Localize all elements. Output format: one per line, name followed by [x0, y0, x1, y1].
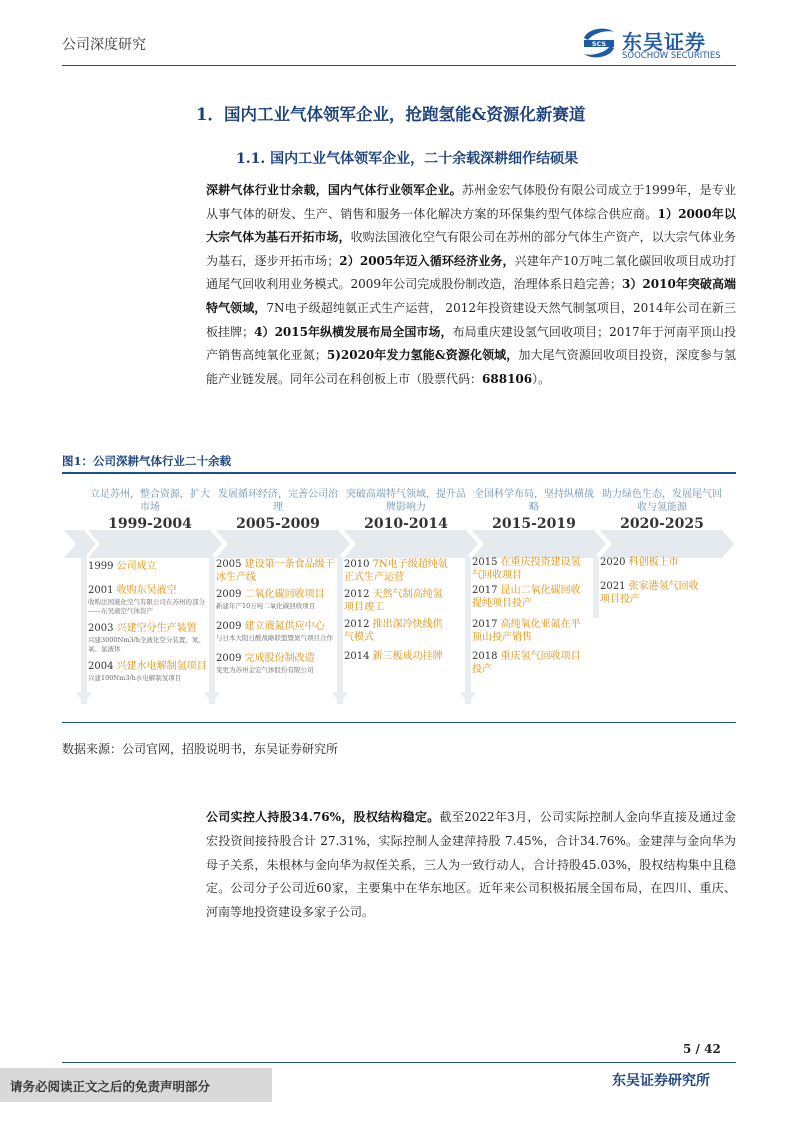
event-text: 天然气制高纯氢项目竣工: [344, 589, 443, 613]
para1-run: 2）2005年迈入循环经济业务，: [339, 253, 515, 268]
timeline-event: [344, 650, 450, 663]
event-year: 2017: [472, 585, 501, 596]
event-year: 2017: [472, 619, 501, 630]
event-description: 新建年产10万吨二氧化碳回收项目: [216, 602, 316, 610]
stage-period: 1999-2004: [108, 516, 192, 532]
disclaimer-text: 请务必阅读正文之后的免责声明部分: [10, 1079, 211, 1094]
arrow-down-icon: [460, 692, 476, 704]
footer-institute: 东吴证券研究所: [612, 1073, 710, 1089]
para1-run: 苏州金宏气体股份有限公司成立于1999年，是专业从事气体的研发、生产、销售和服务一体化解决方案的环保集约型气体综合供应商。: [206, 183, 736, 221]
event-text: 建立液氮供应中心: [244, 621, 325, 632]
arrow-down-icon: [76, 692, 92, 704]
timeline-event: [600, 556, 704, 569]
subsection-heading: 1.1. 国内工业气体领军企业，二十余载深耕细作结硕果: [236, 151, 579, 167]
event-year: 2004: [88, 661, 117, 672]
timeline-figure: [62, 478, 736, 716]
stage-theme: 发展循环经济，完善公司治理: [218, 489, 338, 513]
event-year: 2003: [88, 623, 117, 634]
event-description: 兴建100Nm3/h水电解制氢项目: [88, 674, 182, 682]
event-year: 2012: [344, 589, 373, 600]
para1-run: 加大尾气资源回收项目投资，深度参与氢能产业链发展。同年公司在科创板上市（股票代码：: [206, 348, 736, 386]
event-year: 2015: [472, 557, 501, 568]
event-text: 建设第一条食品级干冰生产线: [216, 559, 335, 583]
stage-theme: 全国科学布局，坚持纵横战略: [474, 489, 594, 513]
timeline-event: [216, 652, 336, 675]
event-text: 7N电子级超纯氨正式生产运营: [344, 559, 448, 583]
para1-run: 布局重庆建设氢气回收项目；2017年于河南平顶山投产销售高纯氧化亚氮；: [206, 324, 736, 363]
page-number: 5 / 42: [683, 1042, 721, 1056]
para1-run: 收购法国液化空气有限公司在苏州的部分气体生产资产，以大宗气体业务为基石，逐步开拓市场；: [206, 230, 736, 268]
arrow-down-icon: [332, 692, 348, 704]
para2-run: 公司实控人持股34.76%，股权结构稳定。: [206, 810, 440, 824]
logo-chinese-name: 东吴证券: [622, 30, 706, 54]
event-text: 二氧化碳回收项目: [244, 589, 325, 600]
para1-run: 688106: [482, 371, 533, 386]
event-year: 2018: [472, 651, 501, 662]
para1-run: 深耕气体行业廿余载，国内气体行业领军企业。: [206, 183, 462, 197]
timeline-event: [216, 558, 336, 584]
event-description: 收购法国液化空气有限公司在苏州的部分——东吴液空气体资产: [88, 598, 205, 615]
timeline-event: [344, 558, 450, 584]
paragraph-shareholding: [206, 806, 736, 925]
event-text: 公司成立: [116, 561, 157, 572]
para1-run: ）。: [532, 371, 551, 386]
section-heading: 1．国内工业气体领军企业，抢跑氢能&资源化新赛道: [196, 105, 586, 124]
event-text: 科创板上市: [628, 557, 679, 568]
timeline-event: [88, 660, 208, 683]
para1-run: 兴建年产10万吨二氧化碳回收项目成功打通尾气回收利用业务模式。2009年公司完成股份制改造，治理体系日趋完善；: [206, 253, 736, 292]
para1-run: 5)2020年发力氢能&资源化领域，: [326, 348, 519, 363]
figure-title: 图1：公司深耕气体行业二十余载: [62, 454, 231, 468]
stage-period: 2015-2019: [492, 516, 576, 532]
timeline-stage: [600, 488, 724, 532]
chevron-1999-2004: [88, 530, 222, 558]
company-logo: [578, 24, 738, 64]
event-year: 2021: [600, 581, 629, 592]
logo-english-name: SOOCHOW SECURITIES: [622, 51, 721, 61]
para2-run: 截至2022年3月，公司实际控制人金向华直接及通过金宏投资间接持股合计 27.31%，实际控制人金建萍持股 7.45%，合计34.76%。金建萍与金向华为母子关系，朱根林与金向华为叔侄关系，三人为一致行动人，合计持股45.03%，股权结构集中且稳定。公司分子公司近60家，主要集中在华东地区。近年来公司积极拓展全国布局，在四川、重庆、河南等地投资建设多家子公司。: [206, 810, 736, 920]
arrow-down-icon: [204, 692, 220, 704]
stage-theme: 立足苏州，整合资源，扩大市场: [90, 489, 210, 513]
event-text: 新三板成功挂牌: [372, 651, 443, 662]
event-year: 2009: [216, 589, 245, 600]
timeline-event: [88, 584, 208, 616]
event-description: 兴建3000Nm3/h全液化空分装置，氮、氧、氩液体: [88, 636, 205, 653]
stage-theme: 突破高端特气领域，提升品牌影响力: [346, 489, 466, 513]
timeline-event: [344, 618, 450, 644]
event-text: 重庆氢气回收项目投产: [472, 651, 581, 675]
event-text: 收购东吴液空: [116, 585, 177, 596]
timeline-event: [216, 620, 336, 643]
timeline-event: [344, 588, 450, 614]
figure-top-rule: [62, 472, 736, 474]
event-year: 1999: [88, 561, 117, 572]
timeline-event: [472, 556, 584, 582]
event-text: 张家港氢气回收项目投产: [600, 581, 699, 605]
timeline-event: [472, 584, 584, 610]
para1-run: 4）2015年纵横发展布局全国市场，: [254, 324, 453, 339]
event-year: 2001: [88, 585, 117, 596]
stage-theme: 助力绿色生态，发展尾气回收与氢能源: [602, 489, 722, 513]
chevron-2015-2019: [472, 530, 606, 558]
timeline-event: [472, 618, 584, 644]
logo-mark-text: SCS: [591, 40, 607, 48]
figure-source: 数据来源：公司官网，招股说明书，东吴证券研究所: [62, 742, 339, 756]
timeline-event: [216, 588, 336, 611]
para1-run: 7N电子级超纯氨正式生产运营， 2012年投资建设天然气制氢项目，2014年公司在新三板挂牌；: [206, 300, 736, 339]
timeline-stage: [216, 488, 340, 532]
timeline-stage: [472, 488, 596, 532]
event-year: 2014: [344, 651, 373, 662]
event-year: 2009: [216, 653, 245, 664]
header-divider: [62, 65, 736, 66]
header-report-type: 公司深度研究: [62, 37, 146, 53]
disclaimer-box: [0, 1068, 272, 1102]
event-description: 与日本大阳日酸战略联盟暨氮气项目合作: [216, 634, 333, 642]
event-year: 2012: [344, 619, 373, 630]
stage-period: 2010-2014: [364, 516, 448, 532]
timeline-start-arrow: [64, 530, 96, 558]
timeline-event: [600, 580, 704, 606]
event-year: 2020: [600, 557, 629, 568]
paragraph-company-history: [206, 179, 736, 391]
figure-bottom-rule: [62, 722, 736, 723]
stage-period: 2020-2025: [620, 516, 704, 532]
footer-divider: [62, 1062, 736, 1063]
event-year: 2009: [216, 621, 245, 632]
chevron-2005-2009: [216, 530, 350, 558]
event-description: 变更为苏州金宏气体股份有限公司: [216, 666, 314, 674]
timeline-event: [88, 560, 208, 573]
timeline-stage: [344, 488, 468, 532]
para1-run: 3）2010年突破高端特气领域，: [206, 277, 737, 315]
event-year: 2005: [216, 559, 245, 570]
event-year: 2010: [344, 559, 373, 570]
para1-run: 1）2000年以大宗气体为基石开拓市场，: [206, 206, 736, 245]
event-text: 兴建水电解制氢项目: [116, 661, 207, 672]
stage-period: 2005-2009: [236, 516, 320, 532]
chevron-2010-2014: [344, 530, 478, 558]
timeline-stage: [88, 488, 212, 532]
timeline-event: [88, 622, 208, 654]
event-text: 完成股份制改造: [244, 653, 315, 664]
event-text: 推出深冷快线供气模式: [344, 619, 443, 643]
chevron-2020-2025: [600, 530, 734, 558]
timeline-event: [472, 650, 584, 676]
logo-mark-icon: [578, 24, 620, 64]
event-text: 高纯氧化亚氮在平顶山投产销售: [472, 619, 581, 643]
event-text: 在重庆投资建设氢气回收项目: [472, 557, 581, 581]
event-text: 昆山二氧化碳回收提纯项目投产: [472, 585, 581, 609]
event-text: 兴建空分生产装置: [116, 623, 197, 634]
